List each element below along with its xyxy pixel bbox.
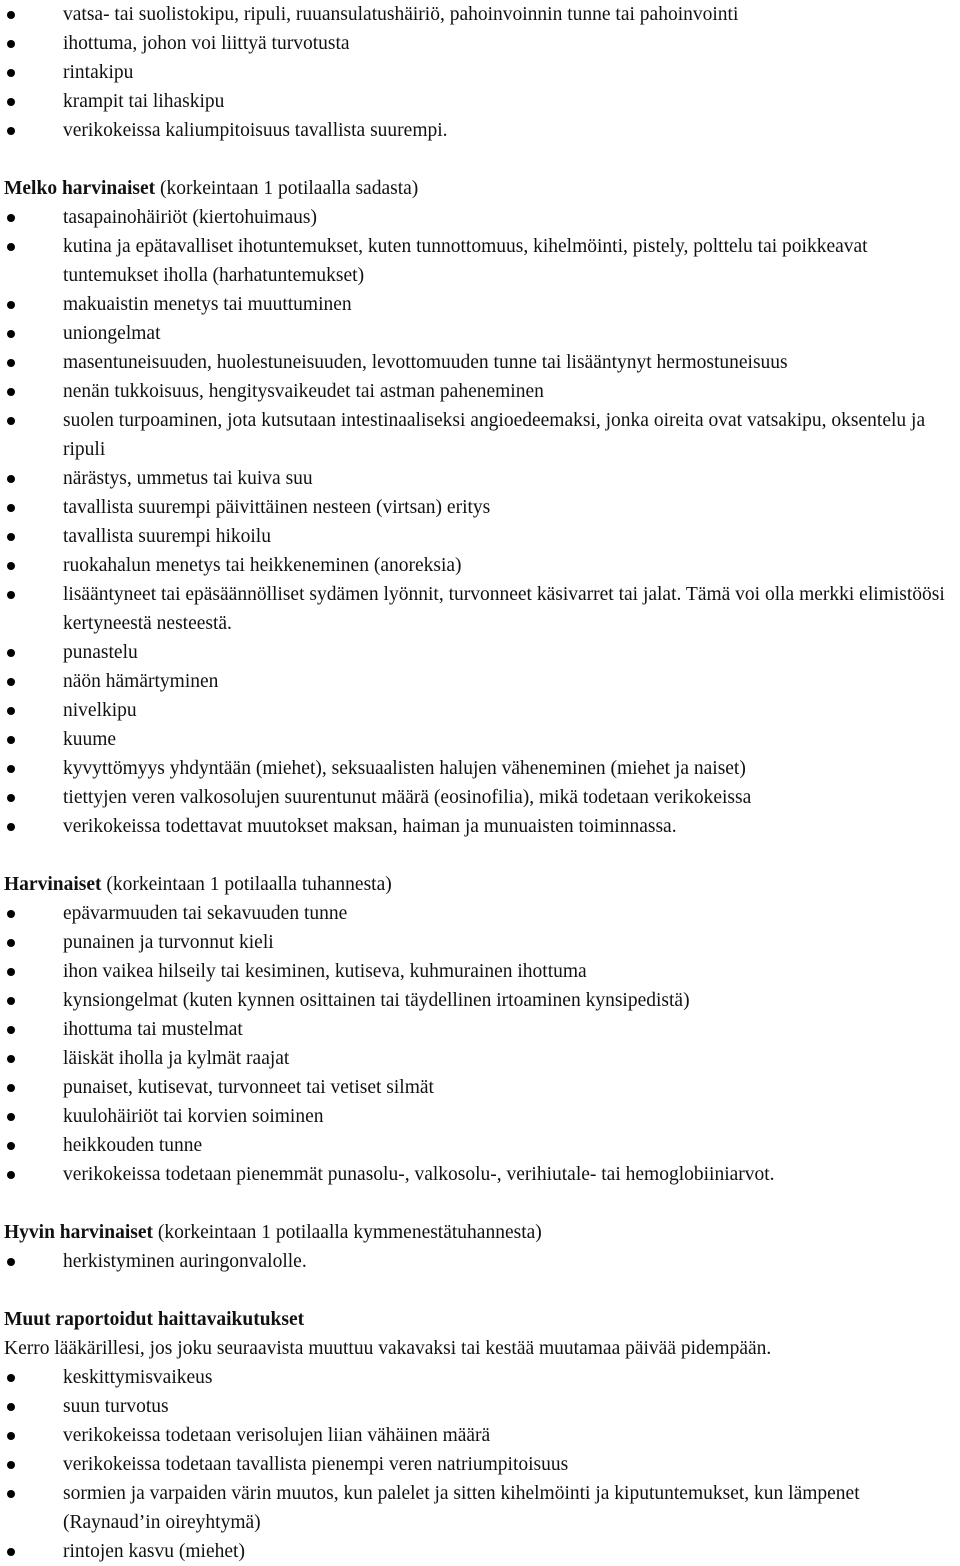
list-item: uniongelmat xyxy=(4,319,954,348)
list-item: suolen turpoaminen, jota kutsutaan intestinaaliseksi angioedeemaksi, jonka oireita ovat vatsakipu, oksentelu ja ripuli xyxy=(4,406,954,464)
section-qualifier: (korkeintaan 1 potilaalla tuhannesta) xyxy=(101,874,392,895)
list-item: sormien ja varpaiden värin muutos, kun palelet ja sitten kihelmöinti ja kiputuntemukset, kun lämpenet (Raynaud’in oireyhtymä) xyxy=(4,1479,954,1537)
list-item: tasapainohäiriöt (kiertohuimaus) xyxy=(4,203,954,232)
spacer xyxy=(4,1276,954,1305)
list-item: masentuneisuuden, huolestuneisuuden, levottomuuden tunne tai lisääntynyt hermostuneisuus xyxy=(4,348,954,377)
spacer xyxy=(4,145,954,174)
list-item: kyvyttömyys yhdyntään (miehet), seksuaalisten halujen väheneminen (miehet ja naiset) xyxy=(4,754,954,783)
list-item: kuulohäiriöt tai korvien soiminen xyxy=(4,1102,954,1131)
list-item: heikkouden tunne xyxy=(4,1131,954,1160)
section-heading-uncommon xyxy=(4,174,954,203)
list-item: nenän tukkoisuus, hengitysvaikeudet tai astman paheneminen xyxy=(4,377,954,406)
list-item: epävarmuuden tai sekavuuden tunne xyxy=(4,899,954,928)
list-item: suun turvotus xyxy=(4,1392,954,1421)
list-item: verikokeissa kaliumpitoisuus tavallista suurempi. xyxy=(4,116,954,145)
list-item: punastelu xyxy=(4,638,954,667)
list-item: verikokeissa todettavat muutokset maksan, haiman ja munuaisten toiminnassa. xyxy=(4,812,954,841)
list-item: kynsiongelmat (kuten kynnen osittainen tai täydellinen irtoaminen kynsipedistä) xyxy=(4,986,954,1015)
list-item: herkistyminen auringonvalolle. xyxy=(4,1247,954,1276)
section-qualifier: (korkeintaan 1 potilaalla kymmenestätuhannesta) xyxy=(152,1222,542,1243)
rare-list xyxy=(4,899,954,1189)
section-title: Melko harvinaiset xyxy=(4,178,156,199)
list-item: nivelkipu xyxy=(4,696,954,725)
list-item: rintojen kasvu (miehet) xyxy=(4,1537,954,1566)
uncommon-list xyxy=(4,203,954,841)
list-item: punaiset, kutisevat, turvonneet tai vetiset silmät xyxy=(4,1073,954,1102)
section-title: Muut raportoidut haittavaikutukset xyxy=(4,1309,305,1330)
section-heading-very-rare xyxy=(4,1218,954,1247)
list-item: punainen ja turvonnut kieli xyxy=(4,928,954,957)
spacer xyxy=(4,841,954,870)
list-item: läiskät iholla ja kylmät raajat xyxy=(4,1044,954,1073)
list-item: keskittymisvaikeus xyxy=(4,1363,954,1392)
list-item: närästys, ummetus tai kuiva suu xyxy=(4,464,954,493)
list-item: makuaistin menetys tai muuttuminen xyxy=(4,290,954,319)
list-item: verikokeissa todetaan pienemmät punasolu-, valkosolu-, verihiutale- tai hemoglobiiniarvot. xyxy=(4,1160,954,1189)
top-list xyxy=(4,0,954,145)
list-item: ihottuma tai mustelmat xyxy=(4,1015,954,1044)
list-item: näön hämärtyminen xyxy=(4,667,954,696)
list-item: verikokeissa todetaan verisolujen liian vähäinen määrä xyxy=(4,1421,954,1450)
list-item: rintakipu xyxy=(4,58,954,87)
list-item: tavallista suurempi hikoilu xyxy=(4,522,954,551)
very-rare-list xyxy=(4,1247,954,1276)
section-qualifier: (korkeintaan 1 potilaalla sadasta) xyxy=(155,178,419,199)
list-item: vatsa- tai suolistokipu, ripuli, ruuansulatushäiriö, pahoinvoinnin tunne tai pahoinvointi xyxy=(4,0,954,29)
list-item: tiettyjen veren valkosolujen suurentunut määrä (eosinofilia), mikä todetaan verikokeissa xyxy=(4,783,954,812)
list-item: tavallista suurempi päivittäinen nesteen (virtsan) eritys xyxy=(4,493,954,522)
section-title: Hyvin harvinaiset xyxy=(4,1222,153,1243)
other-list xyxy=(4,1363,954,1566)
section-heading-other xyxy=(4,1305,954,1334)
list-item: ihottuma, johon voi liittyä turvotusta xyxy=(4,29,954,58)
spacer xyxy=(4,1189,954,1218)
list-item: ihon vaikea hilseily tai kesiminen, kutiseva, kuhmurainen ihottuma xyxy=(4,957,954,986)
list-item: krampit tai lihaskipu xyxy=(4,87,954,116)
section-intro: Kerro lääkärillesi, jos joku seuraavista muuttuu vakavaksi tai kestää muutamaa päivää pidempään. xyxy=(4,1338,772,1359)
list-item: kuume xyxy=(4,725,954,754)
list-item: ruokahalun menetys tai heikkeneminen (anoreksia) xyxy=(4,551,954,580)
list-item: verikokeissa todetaan tavallista pienempi veren natriumpitoisuus xyxy=(4,1450,954,1479)
list-item: kutina ja epätavalliset ihotuntemukset, kuten tunnottomuus, kihelmöinti, pistely, polttelu tai poikkeavat tuntemukset iholla (harhatuntemukset) xyxy=(4,232,954,290)
section-title: Harvinaiset xyxy=(4,874,102,895)
list-item: lisääntyneet tai epäsäännölliset sydämen lyönnit, turvonneet käsivarret tai jalat. Tämä voi olla merkki elimistöösi kertyneestä nesteestä. xyxy=(4,580,954,638)
section-heading-rare xyxy=(4,870,954,899)
